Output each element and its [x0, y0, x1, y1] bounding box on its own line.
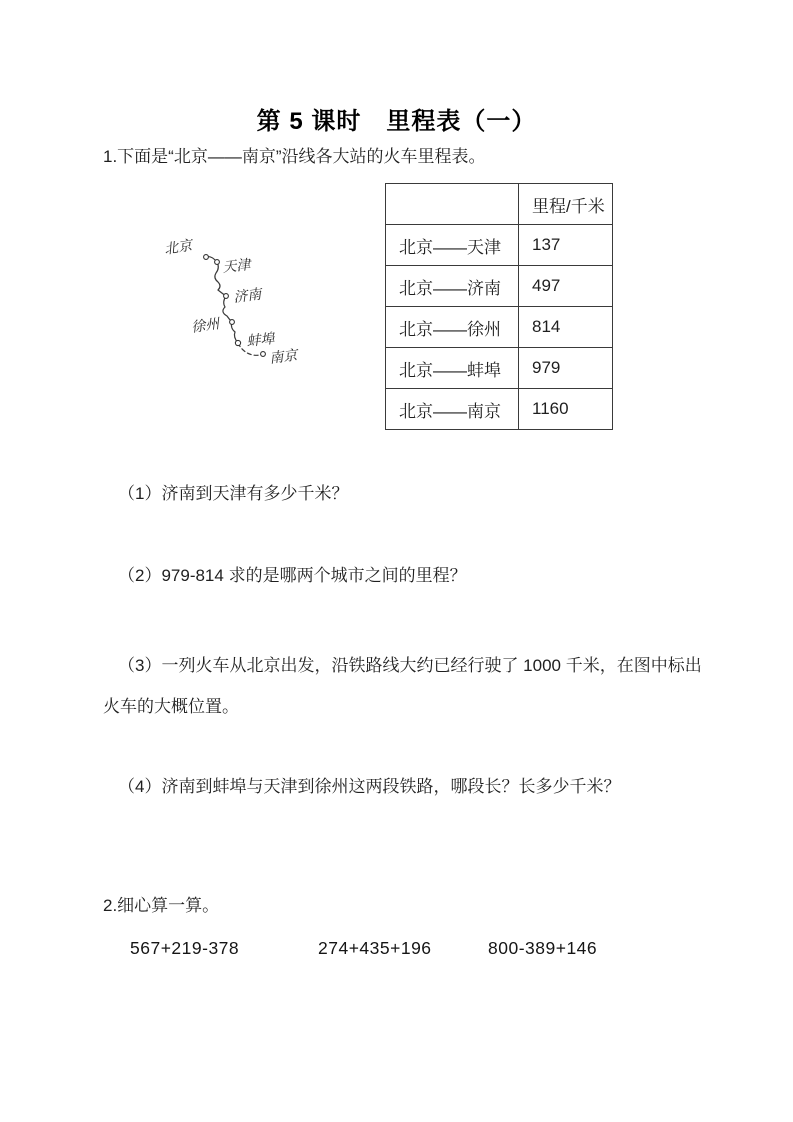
expression-3: 800-389+146	[488, 938, 598, 958]
route-cell: 北京——济南	[386, 266, 519, 307]
table-row	[386, 225, 613, 266]
table-header-row	[386, 184, 613, 225]
station-dot-bengbu	[235, 340, 240, 345]
distance-cell: 497	[519, 266, 613, 307]
station-dot-nanjing	[261, 352, 266, 357]
expression-1: 567+219-378	[130, 938, 240, 958]
map-label-bengbu: 蚌埠	[245, 331, 276, 350]
map-label-jinan: 济南	[232, 286, 263, 306]
map-label-xuzhou: 徐州	[190, 316, 221, 336]
route-cell: 北京——蚌埠	[386, 348, 519, 389]
station-dot-tianjin	[215, 260, 220, 265]
distance-cell: 137	[519, 225, 613, 266]
expression-2: 274+435+196	[318, 938, 432, 958]
route-cell: 北京——天津	[386, 225, 519, 266]
question-3-line2: 火车的大概位置。	[103, 697, 239, 716]
question-3	[103, 645, 743, 727]
question-3-line1: （3）一列火车从北京出发，沿铁路线大约已经行驶了 1000 千米，在图中标出	[118, 656, 702, 675]
route-cell: 北京——南京	[386, 389, 519, 430]
expression-row	[0, 938, 793, 960]
distance-cell: 814	[519, 307, 613, 348]
distance-cell: 979	[519, 348, 613, 389]
table-row	[386, 389, 613, 430]
station-dot-jinan	[224, 294, 229, 299]
table-corner-cell	[386, 184, 519, 225]
question-1: （1）济南到天津有多少千米？	[118, 484, 349, 503]
mileage-table	[385, 183, 613, 430]
table-row	[386, 307, 613, 348]
table-row	[386, 266, 613, 307]
question-2: （2）979-814 求的是哪两个城市之间的里程？	[118, 566, 467, 585]
station-dot-beijing	[204, 255, 209, 260]
railway-map	[150, 226, 340, 381]
question-4: （4）济南到蚌埠与天津到徐州这两段铁路，哪段长？长多少千米？	[118, 777, 621, 796]
distance-cell: 1160	[519, 389, 613, 430]
route-cell: 北京——徐州	[386, 307, 519, 348]
station-dot-xuzhou	[230, 320, 235, 325]
map-label-tianjin: 天津	[221, 257, 252, 276]
map-label-beijing: 北京	[163, 237, 194, 258]
map-label-nanjing: 南京	[268, 347, 299, 367]
section1-intro: 1.下面是“北京——南京”沿线各大站的火车里程表。	[103, 147, 486, 166]
section2-intro: 2.细心算一算。	[103, 896, 220, 915]
table-header-distance: 里程/千米	[519, 184, 613, 225]
table-row	[386, 348, 613, 389]
page-title: 第 5 课时 里程表（一）	[256, 108, 537, 135]
